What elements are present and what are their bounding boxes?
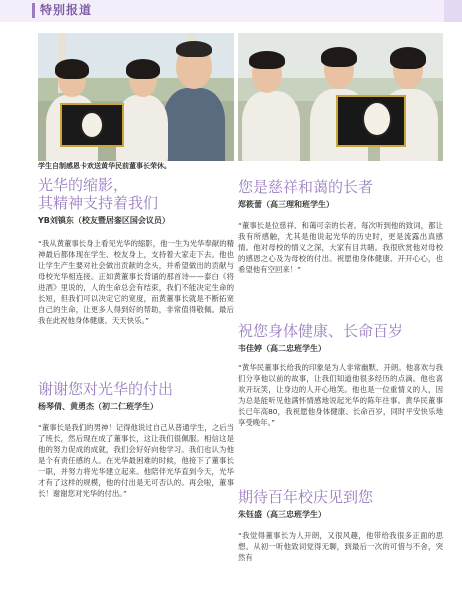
section-heading: 光华的缩影，	[38, 176, 129, 194]
section-heading: 其精神支持着我们	[38, 194, 159, 212]
section-heading: 祝您身体健康、长命百岁	[238, 322, 404, 340]
byline: 郑筱蕾（高三理和班学生）	[238, 200, 334, 209]
section-heading: 您是慈祥和蔼的长者	[238, 178, 374, 196]
quote-paragraph: “我觉得董事长为人开朗，又很风趣，他带给我很多正面的思想。从初一听他致词觉得无聊，到最后一次的可惜与不舍，突然有	[238, 531, 443, 562]
photo-students-with-chairman	[38, 33, 234, 161]
header-edge-tab	[444, 0, 462, 22]
header-accent-bar	[32, 3, 35, 18]
byline: YB刘镇东（校友暨居銮区国会议员）	[38, 216, 170, 225]
quote-paragraph: “董事长是我们的男神！记得他说过自己从普通学生，之后当了班长，然后现在成了董事长，这让我们很佩服。相信这是他的努力促成的成就，我们会好好向他学习。我们也认为他是个有责任感的人。在光华最困难的时候，他接下了董事长一职，并努力将光华建立起来。他陪伴光华直到今天，光华才有了这样的规模，他的付出是无可否认的。再会啦，董事长！谢谢您对光华的付出。”	[38, 423, 234, 498]
section-heading: 期待百年校庆见到您	[238, 488, 374, 506]
section-heading: 谢谢您对光华的付出	[38, 380, 174, 398]
byline: 朱钰盛（高三忠班学生）	[238, 510, 326, 519]
student-figure	[242, 91, 300, 161]
byline: 韦佳婷（高二忠班学生）	[238, 344, 326, 353]
quote-paragraph: “董事长是位慈祥、和蔼可亲的长者。每次听到他的致词，都让我有所感触，尤其是他说起光华的历史时，更是流露出真感情。他对母校的情义之深，大家有目共睹。我很欣赏他对母校的感恩之心及为母校的付出。祝愿他身体健康、开开心心，也希望他有空回来！”	[238, 221, 443, 274]
section-title: 特别报道	[40, 3, 93, 17]
photo-caption: 学生自制感恩卡欢送黄华民前董事长荣休。	[38, 162, 171, 170]
byline: 杨琴倩、黄勇杰（初二仁班学生）	[38, 402, 158, 411]
photo-students-with-card	[238, 33, 443, 161]
quote-paragraph: “我从黄董事长身上看见光华的缩影，他一生为光华奉献的精神最后都体现在学生、校友身上，支持着大家走下去。他也让学生产生要对社会做出贡献的念头，并希望做出的贡献与母校光华相连接。正如黄董事长背诵的那首诗——泰白《将进酒》里说的，人的生命总会有结束，我们不能决定生命的长短，但我们可以决定它的宽度，而黄董事长就是不断拓宽自己的生命，让更多人得到好的帮助，非常值得敬佩。最后我在此祝他身体健康、天天快乐。”	[38, 239, 234, 325]
section-header	[0, 0, 462, 22]
chairman-figure	[163, 88, 225, 161]
quote-paragraph: “黄华民董事长给我的印象是为人非常幽默、开朗。他喜欢与我们分享他以前的故事，让我们知道他很多经历的点滴。他也喜欢开玩笑，让身边的人开心地笑。他也是一位重情义的人，因为总是能听见他满怀情感地说起光华的陈年往事。黄华民董事长已年高80，我祝愿他身体健康、长命百岁，同时平安快乐地享受晚年。”	[238, 363, 443, 427]
